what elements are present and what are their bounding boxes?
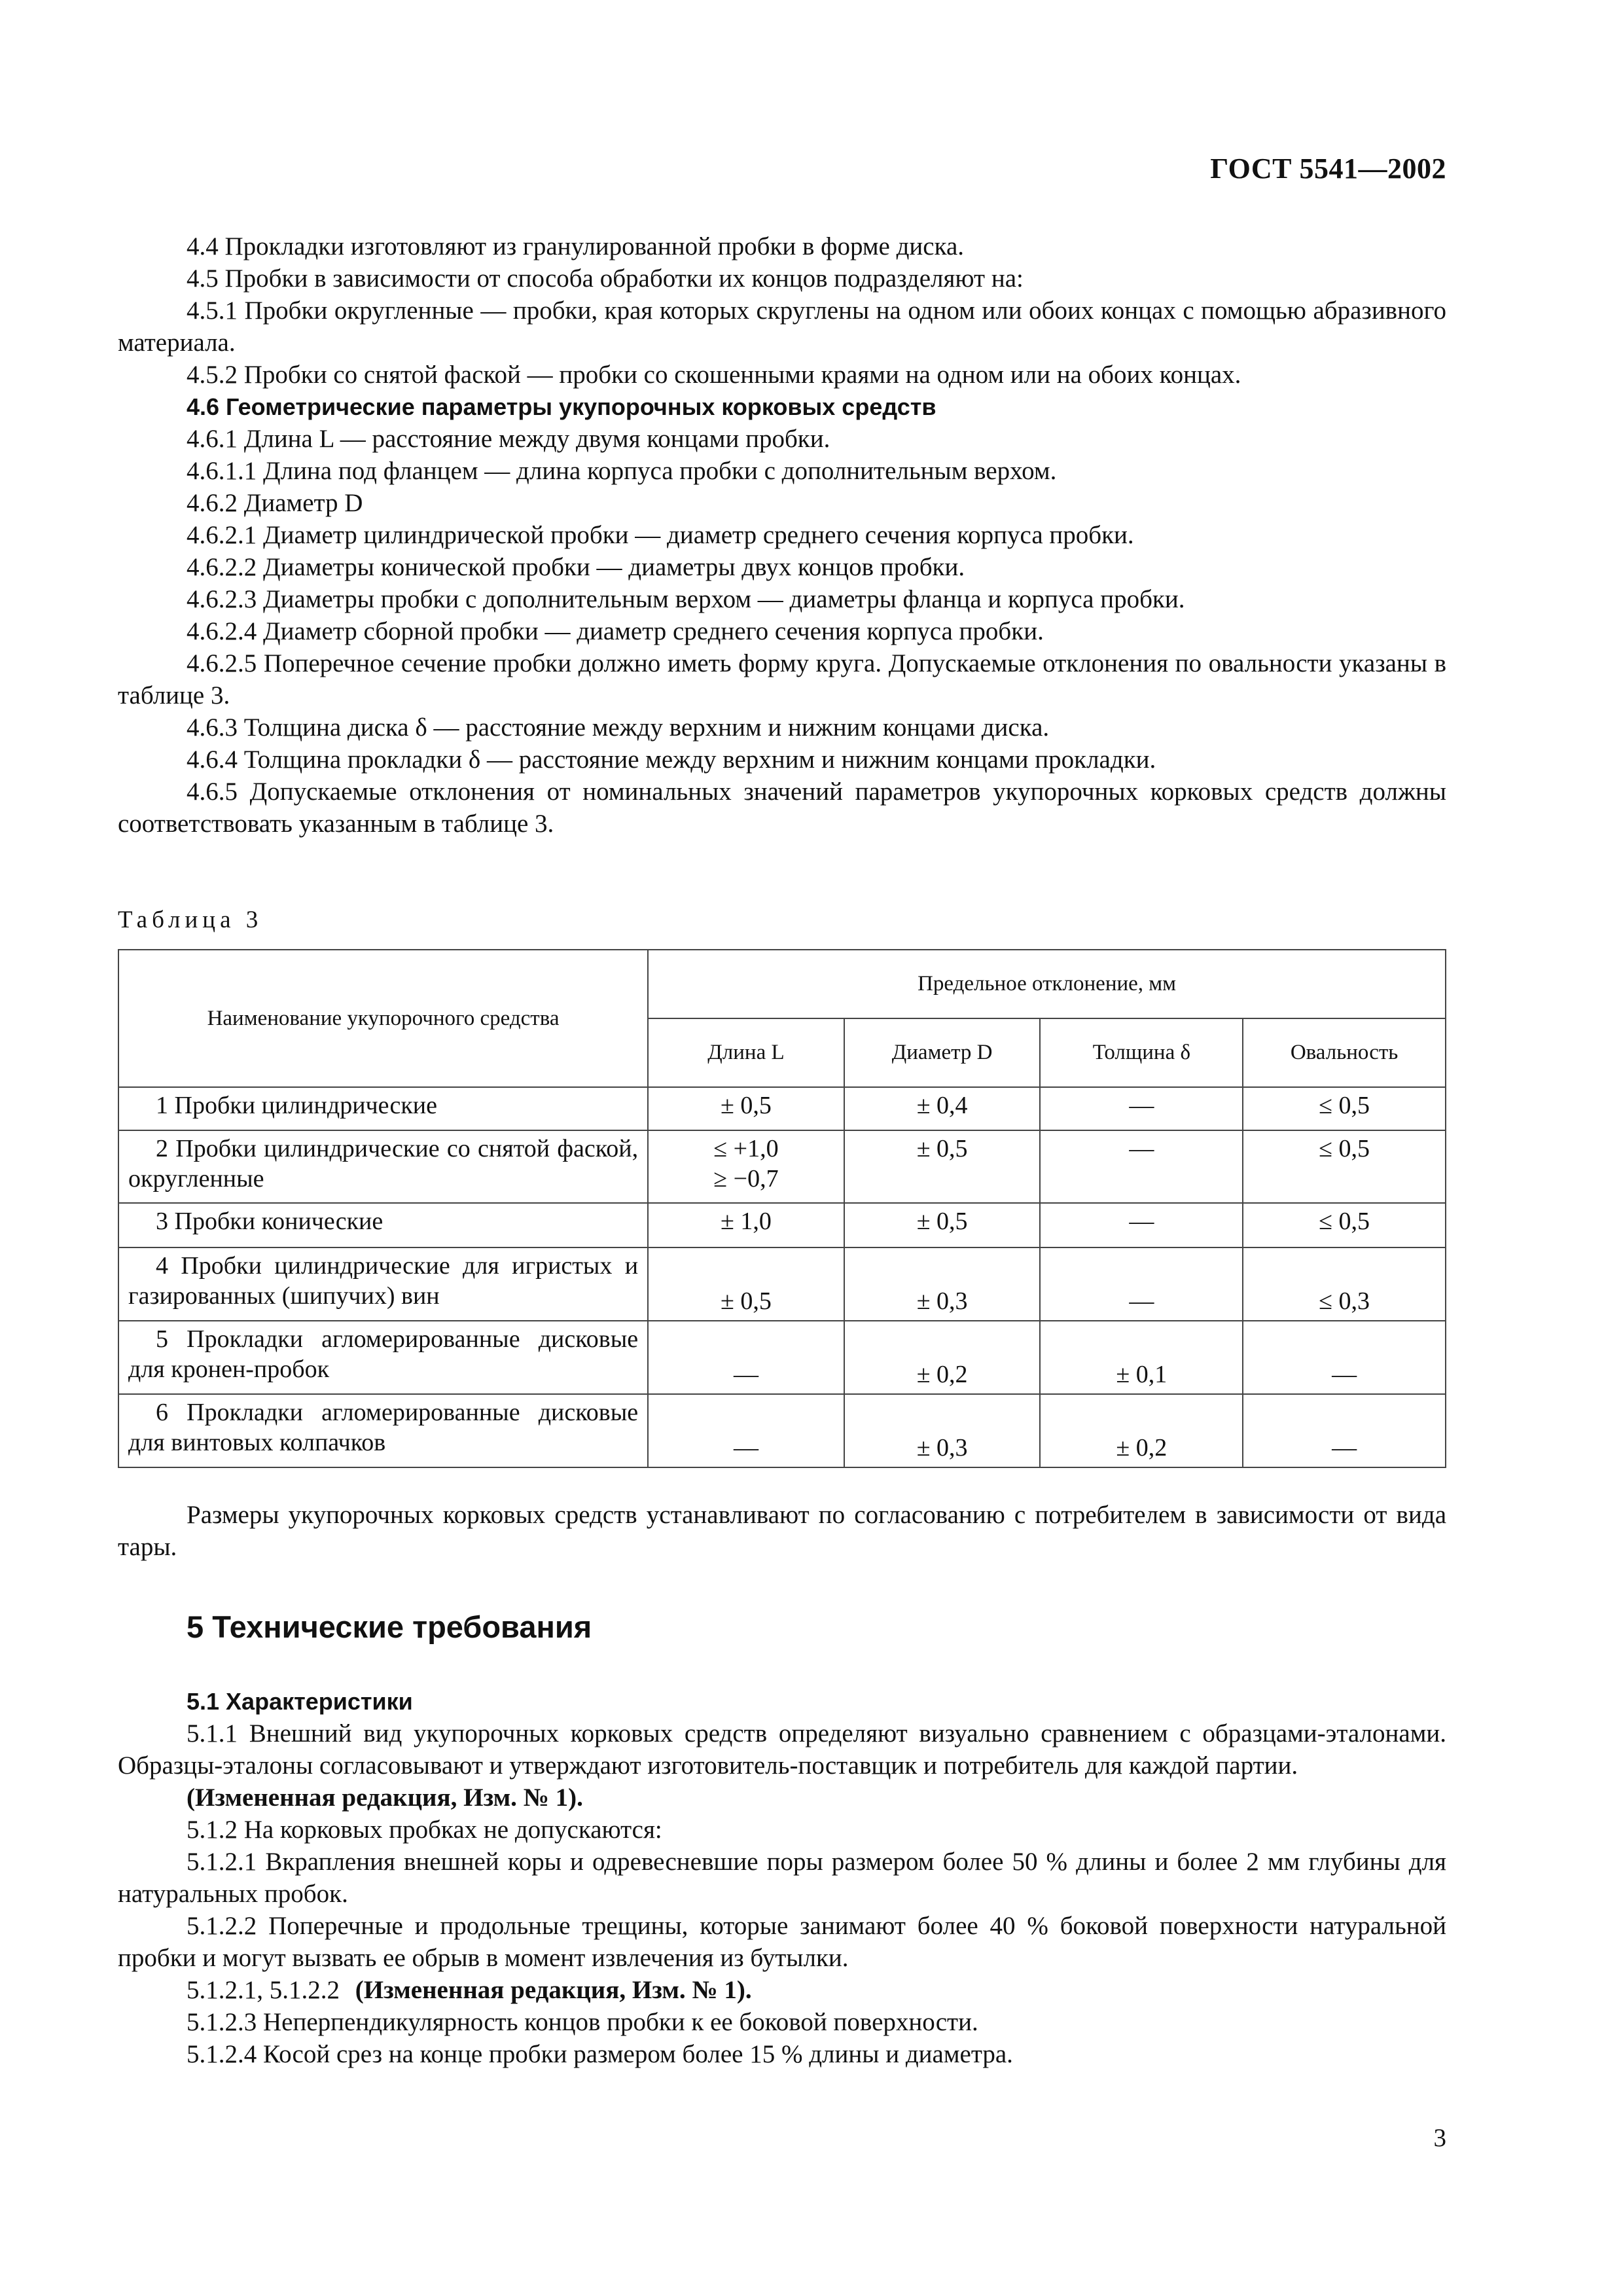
paragraph-4-6-5: 4.6.5 Допускаемые отклонения от номинальных значений параметров укупорочных корковых средств должны соответствовать указанным в таблице 3. [118, 778, 1446, 838]
row-length: — [648, 1394, 844, 1467]
col-header-name: Наименование укупорочного средства [118, 950, 648, 1087]
row-name: 1 Пробки цилиндрические [118, 1087, 648, 1130]
row-thickness: — [1040, 1130, 1243, 1203]
row-ovality: — [1243, 1321, 1446, 1394]
table-row [118, 1130, 1446, 1203]
row-ovality: ≤ 0,5 [1243, 1130, 1446, 1203]
table-row [118, 1203, 1446, 1247]
paragraph-4-6-2-4: 4.6.2.4 Диаметр сборной пробки — диаметр среднего сечения корпуса пробки. [187, 617, 1044, 645]
paragraph-5-1-2-4: 5.1.2.4 Косой срез на конце пробки размером более 15 % длины и диаметра. [187, 2040, 1013, 2068]
row-thickness: ± 0,2 [1040, 1394, 1243, 1467]
row-thickness: — [1040, 1087, 1243, 1130]
row-length: — [648, 1321, 844, 1394]
document-page [118, 0, 1446, 2296]
section-4-text [118, 230, 1446, 840]
row-ovality: ≤ 0,5 [1243, 1203, 1446, 1247]
row-length: ≤ +1,0 ≥ −0,7 [648, 1130, 844, 1203]
table-row [118, 1321, 1446, 1394]
paragraph-4-6-2: 4.6.2 Диаметр D [187, 489, 363, 517]
col-header-diameter: Диаметр D [844, 1018, 1041, 1087]
table-row [118, 1247, 1446, 1321]
row-name: 3 Пробки конические [118, 1203, 648, 1247]
paragraph-4-4: 4.4 Прокладки изготовляют из гранулированной пробки в форме диска. [187, 232, 965, 260]
col-header-group: Предельное отклонение, мм [648, 950, 1446, 1018]
paragraph-4-6-2-3: 4.6.2.3 Диаметры пробки с дополнительным верхом — диаметры фланца и корпуса пробки. [187, 585, 1185, 613]
paragraph-5-1-2-3: 5.1.2.3 Неперпендикулярность концов пробки к ее боковой поверхности. [187, 2008, 978, 2036]
paragraph-4-6-2-5: 4.6.2.5 Поперечное сечение пробки должно иметь форму круга. Допускаемые отклонения по овальности указаны в таблице 3. [118, 649, 1446, 709]
paragraph-5-1-2: 5.1.2 На корковых пробках не допускаются: [187, 1816, 662, 1844]
heading-5-1: 5.1 Характеристики [187, 1688, 413, 1715]
row-thickness: — [1040, 1203, 1243, 1247]
document-code: ГОСТ 5541—2002 [1210, 152, 1446, 185]
row-ovality: ≤ 0,3 [1243, 1247, 1446, 1321]
paragraph-4-6-1: 4.6.1 Длина L — расстояние между двумя концами пробки. [187, 425, 830, 453]
row-length: ± 0,5 [648, 1247, 844, 1321]
paragraph-4-5-1: 4.5.1 Пробки округленные — пробки, края которых скруглены на одном или обоих концах с помощью абразивного материала. [118, 296, 1446, 357]
paragraph-4-6-3: 4.6.3 Толщина диска δ — расстояние между верхним и нижним концами диска. [187, 713, 1050, 742]
col-header-ovality: Овальность [1243, 1018, 1446, 1087]
table-caption: Таблица 3 [118, 906, 263, 933]
tolerance-table [118, 949, 1446, 1468]
row-name: 2 Пробки цилиндрические со снятой фаской, округленные [118, 1130, 648, 1203]
page-number: 3 [1433, 2124, 1446, 2152]
row-diameter: ± 0,2 [844, 1321, 1041, 1394]
paragraph-4-6-2-1: 4.6.2.1 Диаметр цилиндрической пробки — диаметр среднего сечения корпуса пробки. [187, 521, 1134, 549]
row-length: ± 0,5 [648, 1087, 844, 1130]
amendment-line [118, 1974, 1446, 2006]
paragraph-4-6-2-2: 4.6.2.2 Диаметры конической пробки — диаметры двух концов пробки. [187, 553, 965, 581]
row-thickness: — [1040, 1247, 1243, 1321]
paragraph-4-6-4: 4.6.4 Толщина прокладки δ — расстояние между верхним и нижним концами прокладки. [187, 745, 1156, 774]
row-name: 6 Прокладки агломерированные дисковые для винтовых колпачков [118, 1394, 648, 1467]
paragraph-4-5-2: 4.5.2 Пробки со снятой фаской — пробки со скошенными краями на одном или на обоих концах. [187, 361, 1241, 389]
paragraph-5-1-1: 5.1.1 Внешний вид укупорочных корковых средств определяют визуально сравнением с образцами-эталонами. Образцы-эталоны согласовывают и утверждают изготовитель-поставщик и потребитель для каждой партии. [118, 1719, 1446, 1780]
row-length: ± 1,0 [648, 1203, 844, 1247]
col-header-thickness: Толщина δ [1040, 1018, 1243, 1087]
row-diameter: ± 0,3 [844, 1394, 1041, 1467]
paragraph-5-1-2-1: 5.1.2.1 Вкрапления внешней коры и одревесневшие поры размером более 50 % длины и более 2 мм глубины для натуральных пробок. [118, 1848, 1446, 1908]
row-diameter: ± 0,3 [844, 1247, 1041, 1321]
row-ovality: — [1243, 1394, 1446, 1467]
row-thickness: ± 0,1 [1040, 1321, 1243, 1394]
paragraph-4-6-1-1: 4.6.1.1 Длина под фланцем — длина корпуса пробки с дополнительным верхом. [187, 457, 1057, 485]
table-note: Размеры укупорочных корковых средств устанавливают по согласованию с потребителем в зависимости от вида тары. [118, 1501, 1446, 1561]
table-row [118, 1087, 1446, 1130]
amendment-prefix: 5.1.2.1, 5.1.2.2 [187, 1976, 340, 2004]
section-5-title: 5 Технические требования [187, 1609, 592, 1644]
table-row [118, 1394, 1446, 1467]
row-diameter: ± 0,5 [844, 1130, 1041, 1203]
amendment-note: (Измененная редакция, Изм. № 1). [355, 1976, 752, 2004]
amendment-note: (Измененная редакция, Изм. № 1). [187, 1784, 583, 1812]
row-diameter: ± 0,4 [844, 1087, 1041, 1130]
col-header-length: Длина L [648, 1018, 844, 1087]
section-5-block [118, 1499, 1446, 2070]
heading-4-6: 4.6 Геометрические параметры укупорочных корковых средств [187, 393, 936, 420]
row-name: 5 Прокладки агломерированные дисковые для кронен-пробок [118, 1321, 648, 1394]
paragraph-5-1-2-2: 5.1.2.2 Поперечные и продольные трещины, которые занимают более 40 % боковой поверхности натуральной пробки и могут вызвать ее обрыв в момент извлечения из бутылки. [118, 1912, 1446, 1972]
row-name: 4 Пробки цилиндрические для игристых и газированных (шипучих) вин [118, 1247, 648, 1321]
paragraph-4-5: 4.5 Пробки в зависимости от способа обработки их концов подразделяют на: [187, 264, 1024, 293]
row-diameter: ± 0,5 [844, 1203, 1041, 1247]
row-ovality: ≤ 0,5 [1243, 1087, 1446, 1130]
